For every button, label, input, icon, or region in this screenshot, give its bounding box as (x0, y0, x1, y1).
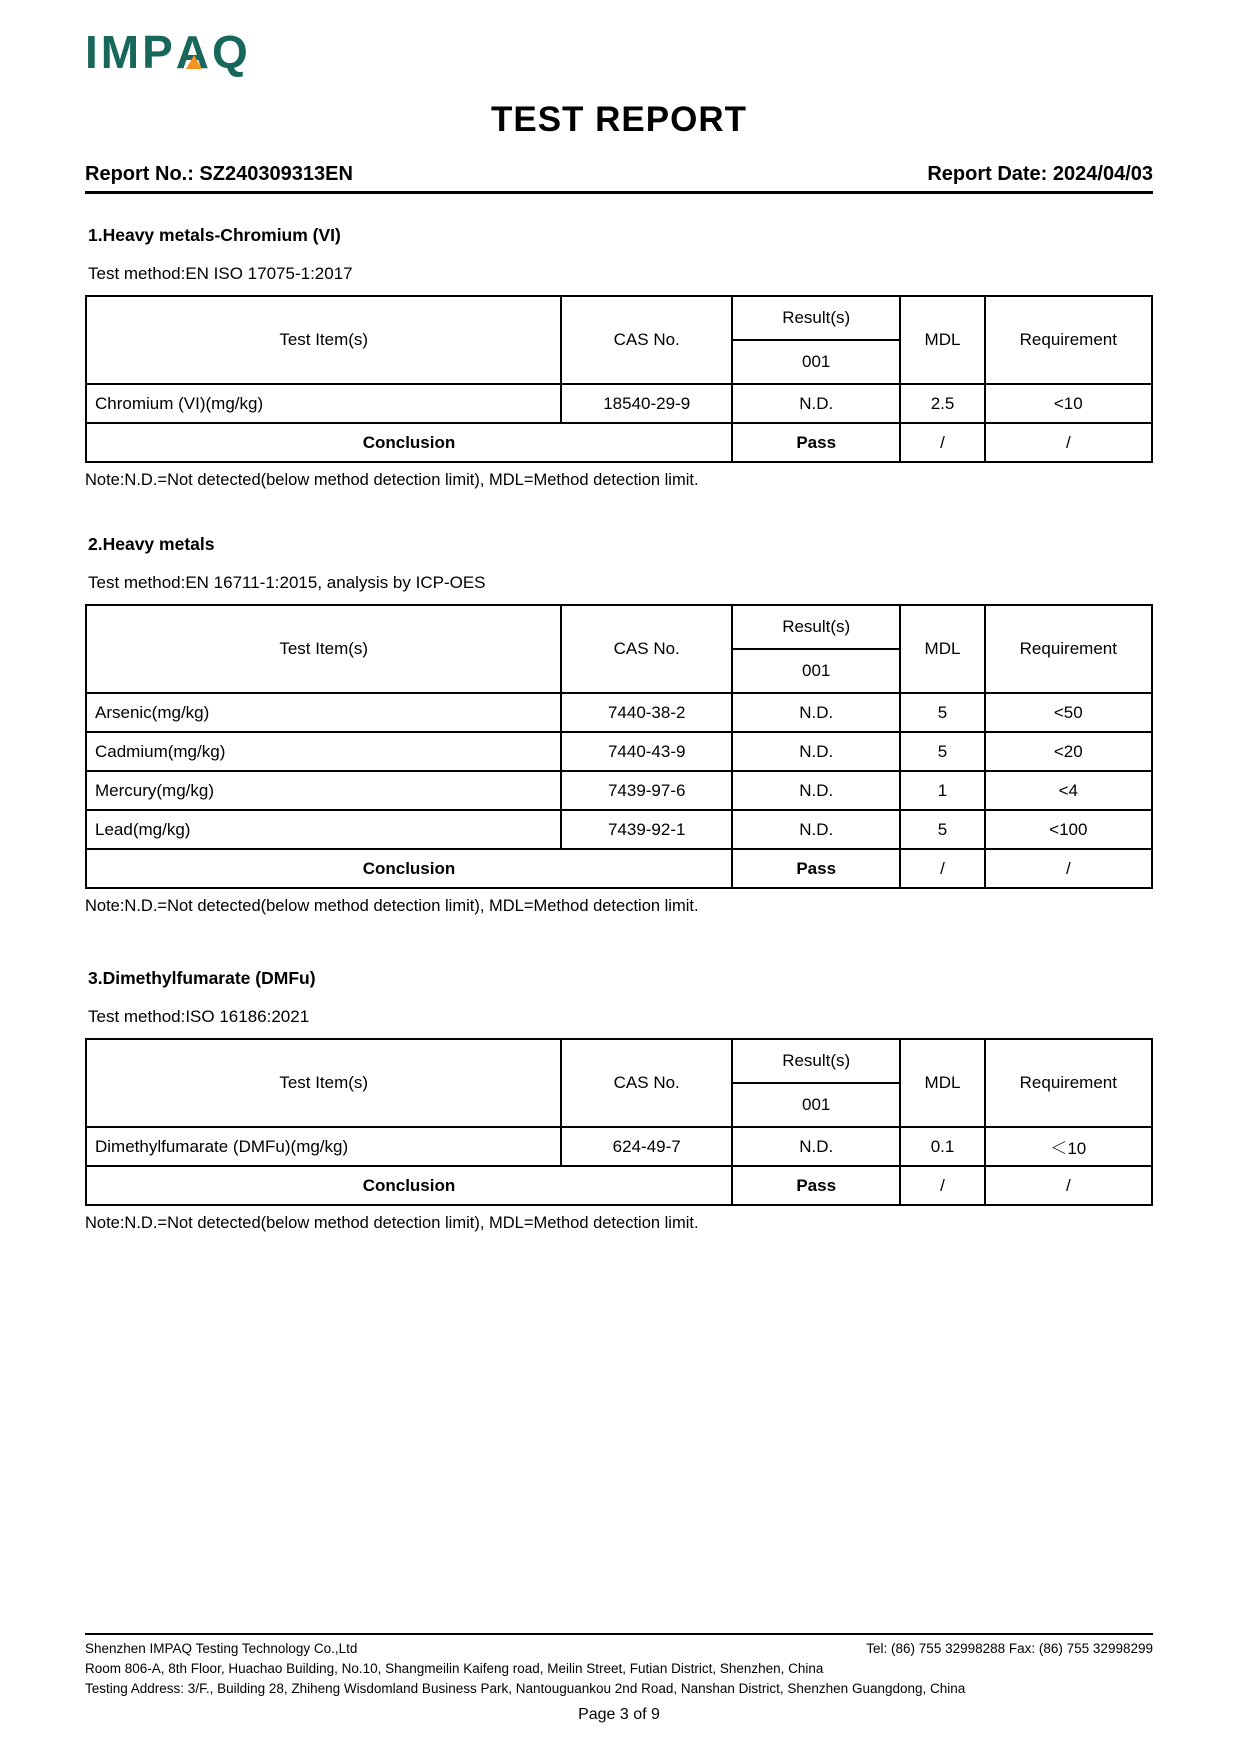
col-header-test-item: Test Item(s) (86, 296, 561, 384)
table-note: Note:N.D.=Not detected(below method detection limit), MDL=Method detection limit. (85, 1214, 699, 1232)
logo-letter-q: Q (212, 26, 251, 78)
result-cell: N.D. (732, 771, 900, 810)
page-title: TEST REPORT (490, 100, 748, 139)
conclusion-label: Conclusion (86, 423, 732, 462)
report-date: Report Date: 2024/04/03 (927, 163, 1153, 185)
col-header-cas-no: CAS No. (561, 1039, 732, 1127)
requirement-cell: <10 (985, 384, 1152, 423)
table-row (86, 810, 1152, 849)
test-method: Test method:EN 16711-1:2015, analysis by ICP-OES (88, 573, 486, 592)
col-header-mdl: MDL (900, 1039, 984, 1127)
col-header-mdl: MDL (900, 296, 984, 384)
requirement-cell: <20 (985, 732, 1152, 771)
mdl-cell: 5 (900, 810, 984, 849)
results-table-chromium (85, 295, 1153, 463)
col-header-results: Result(s) (732, 296, 900, 340)
requirement-cell: <100 (985, 810, 1152, 849)
footer-tel-fax: Tel: (86) 755 32998288 Fax: (86) 755 32998299 (866, 1641, 1153, 1656)
section-heavy-metals (85, 534, 1153, 916)
table-row (86, 384, 1152, 423)
cas-cell: 7440-38-2 (561, 693, 732, 732)
table-row (86, 1127, 1152, 1166)
test-item-cell: Arsenic(mg/kg) (86, 693, 561, 732)
test-item-cell: Chromium (VI)(mg/kg) (86, 384, 561, 423)
test-method: Test method:ISO 16186:2021 (88, 1007, 310, 1026)
section-dmfu (85, 968, 1153, 1233)
logo-letters-imp: IMP (85, 26, 176, 78)
section-chromium (85, 225, 1153, 490)
col-header-requirement: Requirement (985, 1039, 1152, 1127)
result-cell: N.D. (732, 693, 900, 732)
logo-letter-a-with-triangle-icon: A (175, 26, 213, 78)
cas-cell: 624-49-7 (561, 1127, 732, 1166)
table-note: Note:N.D.=Not detected(below method detection limit), MDL=Method detection limit. (85, 471, 699, 489)
test-item-cell: Dimethylfumarate (DMFu)(mg/kg) (86, 1127, 561, 1166)
mdl-cell: 1 (900, 771, 984, 810)
report-meta-row (85, 162, 1153, 186)
table-row (86, 732, 1152, 771)
requirement-cell: <4 (985, 771, 1152, 810)
conclusion-label: Conclusion (86, 1166, 732, 1205)
col-header-test-item: Test Item(s) (86, 605, 561, 693)
conclusion-result: Pass (732, 849, 900, 888)
conclusion-mdl: / (900, 423, 984, 462)
mdl-cell: 5 (900, 732, 984, 771)
col-header-requirement: Requirement (985, 605, 1152, 693)
result-cell: N.D. (732, 732, 900, 771)
conclusion-requirement: / (985, 849, 1152, 888)
conclusion-requirement: / (985, 1166, 1152, 1205)
col-header-results: Result(s) (732, 605, 900, 649)
requirement-cell: ＜10 (985, 1127, 1152, 1166)
section-heading: 3.Dimethylfumarate (DMFu) (88, 968, 316, 988)
footer-address-1: Room 806-A, 8th Floor, Huachao Building, No.10, Shangmeilin Kaifeng road, Meilin Street, Futian District, Shenzhen, China (85, 1661, 824, 1676)
impaq-logo (85, 28, 1153, 80)
section-heading: 2.Heavy metals (88, 534, 215, 554)
result-cell: N.D. (732, 384, 900, 423)
result-cell: N.D. (732, 810, 900, 849)
col-header-sample-id: 001 (732, 340, 900, 384)
test-item-cell: Mercury(mg/kg) (86, 771, 561, 810)
conclusion-mdl: / (900, 1166, 984, 1205)
col-header-test-item: Test Item(s) (86, 1039, 561, 1127)
mdl-cell: 5 (900, 693, 984, 732)
table-note: Note:N.D.=Not detected(below method detection limit), MDL=Method detection limit. (85, 897, 699, 915)
col-header-sample-id: 001 (732, 649, 900, 693)
conclusion-row (86, 849, 1152, 888)
col-header-sample-id: 001 (732, 1083, 900, 1127)
col-header-mdl: MDL (900, 605, 984, 693)
section-heading: 1.Heavy metals-Chromium (VI) (88, 225, 341, 245)
cas-cell: 7439-97-6 (561, 771, 732, 810)
test-method: Test method:EN ISO 17075-1:2017 (88, 264, 353, 283)
requirement-cell: <50 (985, 693, 1152, 732)
col-header-cas-no: CAS No. (561, 605, 732, 693)
page-footer (85, 1633, 1153, 1724)
results-table-dmfu (85, 1038, 1153, 1206)
logo-text (85, 28, 251, 76)
report-number: Report No.: SZ240309313EN (85, 163, 353, 185)
mdl-cell: 2.5 (900, 384, 984, 423)
conclusion-label: Conclusion (86, 849, 732, 888)
col-header-cas-no: CAS No. (561, 296, 732, 384)
page-number: Page 3 of 9 (578, 1706, 660, 1723)
mdl-cell: 0.1 (900, 1127, 984, 1166)
col-header-results: Result(s) (732, 1039, 900, 1083)
test-item-cell: Cadmium(mg/kg) (86, 732, 561, 771)
table-row (86, 771, 1152, 810)
test-item-cell: Lead(mg/kg) (86, 810, 561, 849)
conclusion-requirement: / (985, 423, 1152, 462)
footer-divider (85, 1633, 1153, 1635)
header-divider (85, 191, 1153, 194)
footer-company: Shenzhen IMPAQ Testing Technology Co.,Ltd (85, 1641, 358, 1656)
table-row (86, 693, 1152, 732)
col-header-requirement: Requirement (985, 296, 1152, 384)
results-table-heavy-metals (85, 604, 1153, 889)
cas-cell: 7439-92-1 (561, 810, 732, 849)
cas-cell: 18540-29-9 (561, 384, 732, 423)
cas-cell: 7440-43-9 (561, 732, 732, 771)
conclusion-result: Pass (732, 423, 900, 462)
conclusion-mdl: / (900, 849, 984, 888)
conclusion-row (86, 1166, 1152, 1205)
result-cell: N.D. (732, 1127, 900, 1166)
footer-address-2: Testing Address: 3/F., Building 28, Zhiheng Wisdomland Business Park, Nantouguankou 2nd Road, Nanshan District, Shenzhen Guangdong, China (85, 1681, 966, 1696)
conclusion-row (86, 423, 1152, 462)
conclusion-result: Pass (732, 1166, 900, 1205)
